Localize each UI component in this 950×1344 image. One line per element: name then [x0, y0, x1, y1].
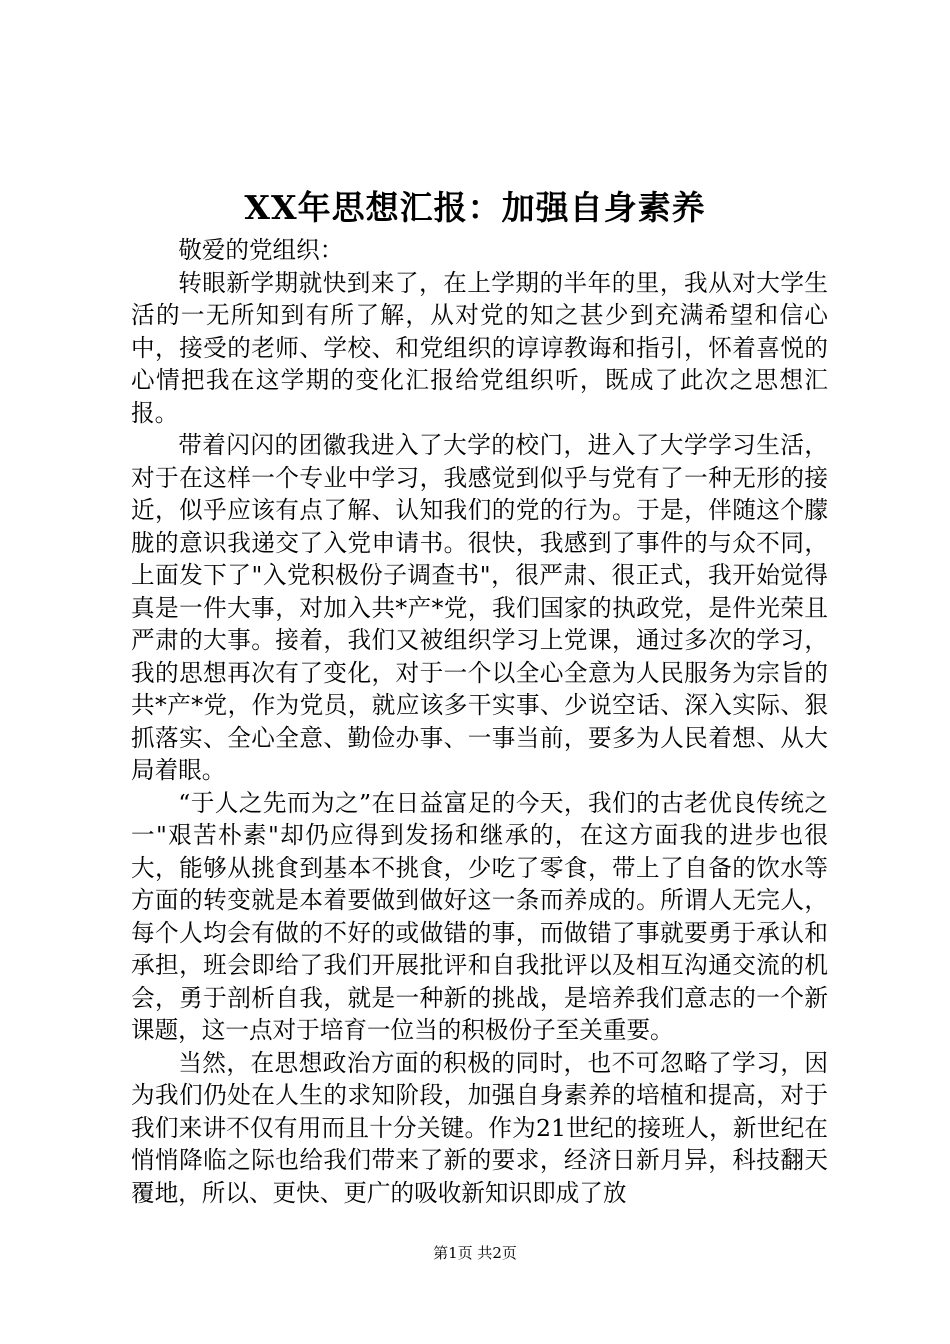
paragraph-1: 转眼新学期就快到来了，在上学期的半年的里，我从对大学生活的一无所知到有所了解，从对党的知之甚少到充满希望和信心中，接受的老师、学校、和党组织的谆谆教诲和指引，怀着喜悦的心情把我在这学期的变化汇报给党组织听，既成了此次之思想汇报。: [131, 268, 828, 427]
paragraph-4: 当然，在思想政治方面的积极的同时，也不可忽略了学习，因为我们仍处在人生的求知阶段，加强自身素养的培植和提高，对于我们来讲不仅有用而且十分关键。作为21世纪的接班人，新世纪在悄悄降临之际也给我们带来了新的要求，经济日新月异，科技翻天覆地，所以、更快、更广的吸收新知识即成了放: [131, 1048, 828, 1207]
paragraph-2: 带着闪闪的团徽我进入了大学的校门，进入了大学学习生活，对于在这样一个专业中学习，我感觉到似乎与党有了一种无形的接近，似乎应该有点了解、认知我们的党的行为。于是，伴随这个朦胧的意识我递交了入党申请书。很快，我感到了事件的与众不同，上面发下了"入党积极份子调查书"，很严肃、很正式，我开始觉得真是一件大事，对加入共*产*党，我们国家的执政党，是件光荣且严肃的大事。接着，我们又被组织学习上党课，通过多次的学习，我的思想再次有了变化，对于一个以全心全意为人民服务为宗旨的共*产*党，作为党员，就应该多干实事、少说空话、深入实际、狠抓落实、全心全意、勤俭办事、一事当前，要多为人民着想、从大局着眼。: [131, 431, 828, 784]
document-title: XX年思想汇报：加强自身素养: [244, 188, 706, 227]
salutation: 敬爱的党组织：: [178, 236, 344, 264]
paragraph-3: “于人之先而为之”在日益富足的今天，我们的古老优良传统之一"艰苦朴素"却仍应得到发扬和继承的，在这方面我的进步也很大，能够从挑食到基本不挑食，少吃了零食，带上了自备的饮水等方面的转变就是本着要做到做好这一条而养成的。所谓人无完人，每个人均会有做的不好的或做错的事，而做错了事就要勇于承认和承担，班会即给了我们开展批评和自我批评以及相互沟通交流的机会，勇于剖析自我，就是一种新的挑战，是培养我们意志的一个新课题，这一点对于培育一位当的积极份子至关重要。: [131, 788, 828, 1044]
document-body: [131, 234, 828, 1209]
page-footer: 第1页 共2页: [433, 1244, 517, 1262]
